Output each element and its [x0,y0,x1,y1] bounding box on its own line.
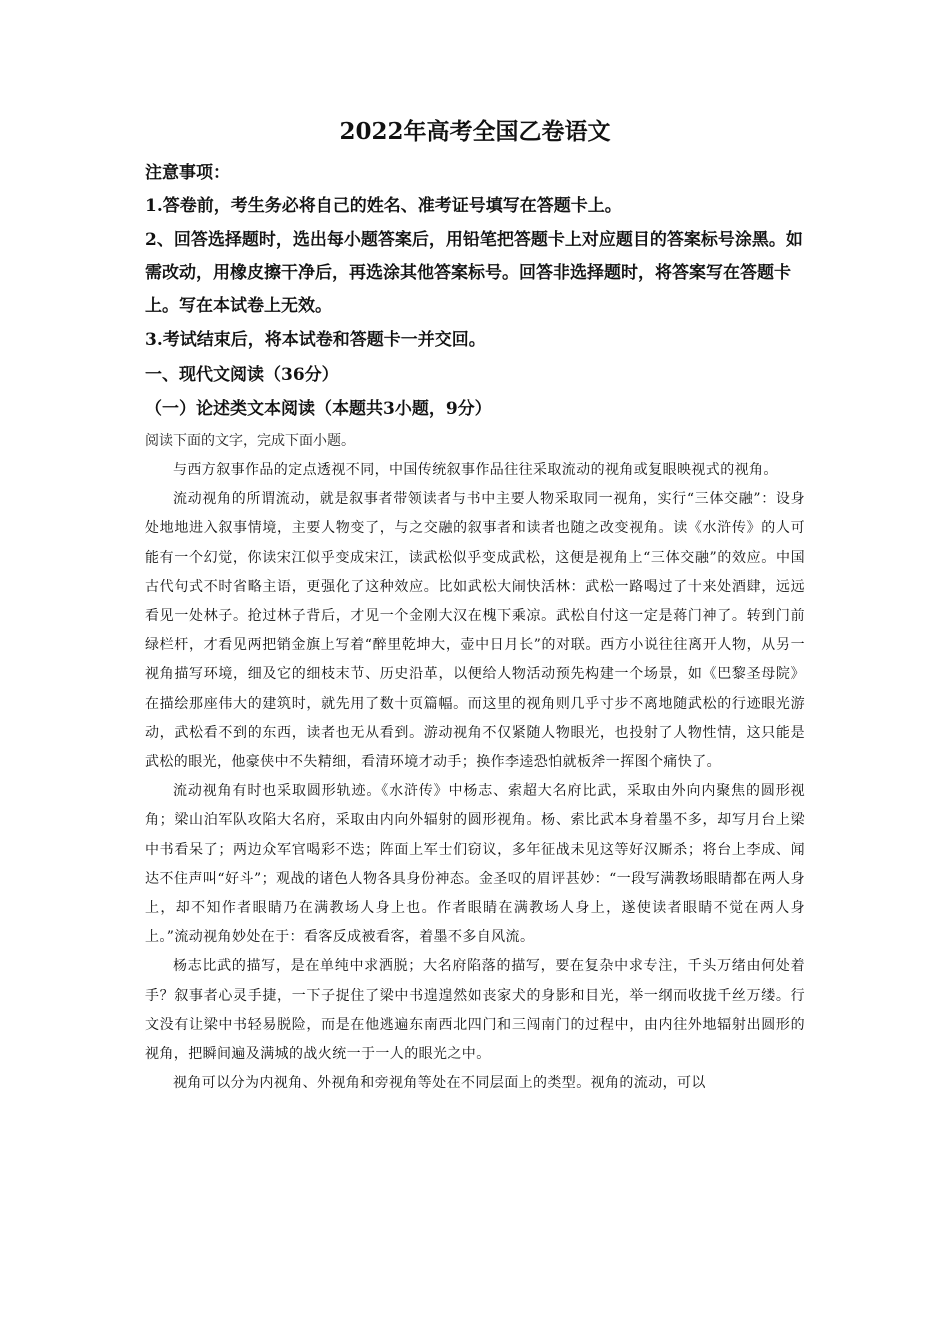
notice-item-2: 2、回答选择题时，选出每小题答案后，用铅笔把答题卡上对应题目的答案标号涂黑。如需改动，用橡皮擦干净后，再选涂其他答案标号。回答非选择题时，将答案写在答题卡上。写在本试卷上无效。 [145,230,803,316]
notice-block [145,158,805,357]
document-title: 2022年高考全国乙卷语文 [339,118,611,145]
passage-paragraph: 与西方叙事作品的定点透视不同，中国传统叙事作品往往采取流动的视角或复眼映视式的视角。 [173,462,778,478]
notice-item-1: 1.答卷前，考生务必将自己的姓名、准考证号填写在答题卡上。 [145,196,622,216]
passage-paragraph: 流动视角有时也采取圆形轨迹。《水浒传》中杨志、索超大名府比武，采取由外向内聚焦的圆形视角；梁山泊军队攻陷大名府，采取由内向外辐射的圆形视角。杨、索比武本身着墨不多，却写月台上梁中书看呆了；两边众军官喝彩不迭；阵面上军士们窃议，多年征战未见这等好汉厮杀；将台上李成、闻达不住声叫“好斗”；观战的诸色人物各具身份神态。金圣叹的眉评甚妙：“一段写满教场眼睛都在两人身上，却不知作者眼睛乃在满教场人身上也。作者眼睛在满教场人身上，遂使读者眼睛不觉在两人身上。”流动视角妙处在于：看客反成被看客，着墨不多自风流。 [145,783,805,946]
reading-passage [145,456,805,1098]
reading-instruction: 阅读下面的文字，完成下面小题。 [145,433,355,449]
notice-heading: 注意事项： [145,163,230,183]
passage-paragraph: 视角可以分为内视角、外视角和旁视角等处在不同层面上的类型。视角的流动，可以 [173,1075,706,1092]
passage-paragraph: 流动视角的所谓流动，就是叙事者带领读者与书中主要人物采取同一视角，实行“三体交融”：设身处地地进入叙事情境，主要人物变了，与之交融的叙事者和读者也随之改变视角。读《水浒传》的人可能有一个幻觉，你读宋江似乎变成宋江，读武松似乎变成武松，这便是视角上“三体交融”的效应。中国古代句式不时省略主语，更强化了这种效应。比如武松大闹快活林：武松一路喝过了十来处酒肆，远远看见一处林子。抢过林子背后，才见一个金刚大汉在槐下乘凉。武松自付这一定是蒋门神了。转到门前绿栏杆，才看见两把销金旗上写着“醉里乾坤大，壶中日月长”的对联。西方小说往往离开人物，从另一视角描写环境，细及它的细枝末节、历史沿革，以便给人物活动预先构建一个场景，如《巴黎圣母院》在描绘那座伟大的建筑时，就先用了数十页篇幅。而这里的视角则几乎寸步不离地随武松的行迹眼光游动，武松看不到的东西，读者也无从看到。游动视角不仅紧随人物眼光，也投射了人物性情，这只能是武松的眼光，他豪侠中不失精细，看清环境才动手；换作李逵恐怕就板斧一挥图个痛快了。 [145,491,805,771]
section-title: 一、现代文阅读（36分） [145,365,339,385]
document-page [145,112,805,1098]
notice-item-3: 3.考试结束后，将本试卷和答题卡一并交回。 [145,330,486,350]
subsection-title: （一）论述类文本阅读（本题共3小题，9分） [145,399,492,419]
passage-paragraph: 杨志比武的描写，是在单纯中求洒脱；大名府陷落的描写，要在复杂中求专注，千头万绪由何处着手？叙事者心灵手捷，一下子捉住了梁中书遑遑然如丧家犬的身影和目光，举一纲而收拢千丝万缕。行文没有让梁中书轻易脱险，而是在他逃遍东南西北四门和三闯南门的过程中，由内往外地辐射出圆形的视角，把瞬间遍及满城的战火统一于一人的眼光之中。 [145,958,805,1063]
